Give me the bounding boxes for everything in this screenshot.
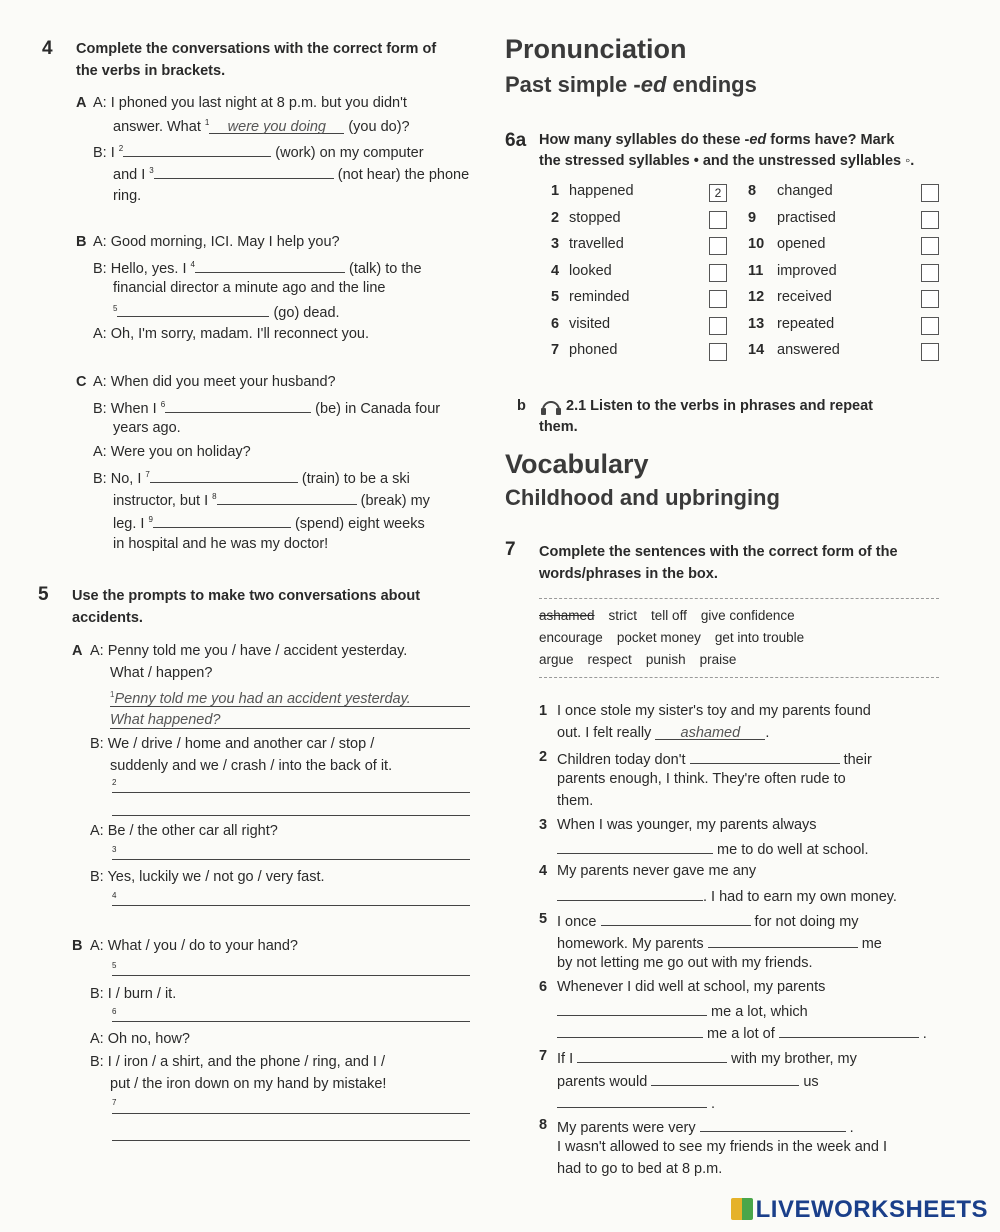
word-box-item: ashamed <box>539 608 595 623</box>
exercise-4-instruction-line1: Complete the conversations with the correct form of <box>76 41 437 57</box>
conversation-b-letter: B <box>76 234 87 250</box>
syllable-answer-box-9[interactable] <box>921 211 939 229</box>
vocabulary-heading: Vocabulary <box>505 449 649 479</box>
ex5-answer-6-line[interactable] <box>112 1021 470 1022</box>
exercise-6a-instruction-line1: How many syllables do these -ed forms have? Mark <box>539 132 895 148</box>
ex4-c-line3: years ago. <box>113 420 181 436</box>
syllable-item-13-number: 13 <box>748 316 765 332</box>
sentence-8-line2: I wasn't allowed to see my friends in the week and I <box>557 1139 887 1155</box>
ex5-answer-2-line1[interactable] <box>112 792 470 793</box>
answer-blank-7[interactable] <box>150 468 298 483</box>
vocab-blank-2[interactable] <box>690 749 840 764</box>
sentence-7-line2: parents would us <box>557 1071 819 1090</box>
vocab-blank-6b[interactable] <box>557 1023 703 1038</box>
liveworksheets-logo[interactable]: LIVEWORKSHEETS <box>731 1196 988 1224</box>
sentence-4-line2: . I had to earn my own money. <box>557 886 897 905</box>
ex5-answer-2-line2[interactable] <box>112 815 470 816</box>
ex4-c-line6: instructor, but I $^8$ (break) my <box>113 490 430 509</box>
exercise-5-instruction-line2: accidents. <box>72 610 143 626</box>
exercise-7-instruction-line1: Complete the sentences with the correct form of the <box>539 544 898 560</box>
ex4-b-line2: B: Hello, yes. I $^4$ (talk) to the <box>93 258 422 277</box>
answer-blank-5[interactable] <box>117 302 269 317</box>
word-box-bottom-border <box>539 677 939 678</box>
ex4-a-line4: and I $^3$ (not hear) the phone <box>113 164 469 183</box>
sentence-8-line3: had to go to bed at 8 p.m. <box>557 1161 723 1177</box>
syllable-item-1-number: 1 <box>551 183 560 199</box>
exercise-4-number: 4 <box>42 38 53 59</box>
syllable-answer-box-11[interactable] <box>921 264 939 282</box>
ex5-a-line2: What / happen? <box>110 665 213 681</box>
vocab-blank-7b[interactable] <box>651 1071 799 1086</box>
syllable-answer-box-8[interactable] <box>921 184 939 202</box>
syllable-item-9-word: practised <box>777 210 836 226</box>
exercise-6b-instruction-line1: 2.1 Listen to the verbs in phrases and repeat <box>566 398 874 414</box>
sentence-7-line1: If I with my brother, my <box>557 1048 857 1067</box>
answer-blank-6[interactable] <box>165 398 311 413</box>
ex5-answer-7-number: 7 <box>112 1098 117 1107</box>
sentence-6-line3: me a lot of . <box>557 1023 927 1042</box>
ex5-answer-7-line1[interactable] <box>112 1113 470 1114</box>
syllable-answer-box-13[interactable] <box>921 317 939 335</box>
sentence-4-line1: My parents never gave me any <box>557 863 757 879</box>
vocab-blank-5a[interactable] <box>601 911 751 926</box>
ex4-c-line4: A: Were you on holiday? <box>93 444 251 460</box>
ex5-answer-4-line[interactable] <box>112 905 470 906</box>
sentence-3-number: 3 <box>539 817 548 833</box>
word-box-item: argue <box>539 652 574 667</box>
ex5-b-b-line2: B: I / iron / a shirt, and the phone / ring, and I / <box>90 1054 386 1070</box>
sentence-3-line1: When I was younger, my parents always <box>557 817 817 833</box>
syllable-item-3-number: 3 <box>551 236 560 252</box>
vocab-blank-7c[interactable] <box>557 1093 707 1108</box>
vocabulary-subheading: Childhood and upbringing <box>505 485 780 510</box>
sentence-6-line2: me a lot, which <box>557 1001 808 1020</box>
vocab-blank-6a[interactable] <box>557 1001 707 1016</box>
pronunciation-heading: Pronunciation <box>505 34 687 64</box>
syllable-item-7-number: 7 <box>551 342 560 358</box>
sentence-5-line3: by not letting me go out with my friends. <box>557 955 813 971</box>
syllable-item-2-word: stopped <box>569 210 621 226</box>
ex5-b-b-line3: put / the iron down on my hand by mistake! <box>110 1076 387 1092</box>
ex5-answer-6-number: 6 <box>112 1007 117 1016</box>
sentence-2-number: 2 <box>539 749 548 765</box>
word-box-top-border <box>539 598 939 599</box>
ex4-c-line2: B: When I $^6$ (be) in Canada four <box>93 398 440 417</box>
ex5-answer-1-line2[interactable]: What happened? <box>110 712 221 728</box>
ex4-a-line3: B: I $^2$ (work) on my computer <box>93 142 424 161</box>
ex5-b-a-line1: A: What / you / do to your hand? <box>90 938 298 954</box>
exercise-6b-letter: b <box>517 398 526 414</box>
syllable-item-11-word: improved <box>777 263 837 279</box>
ex5-conversation-a-letter: A <box>72 643 83 659</box>
syllable-answer-box-4[interactable] <box>709 264 727 282</box>
sentence-3-line2: me to do well at school. <box>557 839 869 858</box>
ex5-a-b-line2: suddenly and we / crash / into the back of it. <box>110 758 393 774</box>
sentence-2-line1: Children today don't their <box>557 749 872 768</box>
syllable-answer-box-14[interactable] <box>921 343 939 361</box>
ex4-c-line8: in hospital and he was my doctor! <box>113 536 329 552</box>
ex5-conversation-b-letter: B <box>72 938 83 954</box>
vocab-blank-1[interactable]: ashamed <box>655 725 765 740</box>
syllable-answer-box-12[interactable] <box>921 290 939 308</box>
word-box-item: get into trouble <box>714 630 805 645</box>
syllable-item-9-number: 9 <box>748 210 757 226</box>
syllable-item-12-word: received <box>777 289 832 305</box>
sentence-4-number: 4 <box>539 863 548 879</box>
syllable-answer-box-1[interactable]: 2 <box>709 184 727 202</box>
ex5-answer-1-underline-1 <box>110 706 470 707</box>
syllable-item-7-word: phoned <box>569 342 618 358</box>
syllable-item-10-word: opened <box>777 236 826 252</box>
liveworksheets-logo-icon <box>731 1198 753 1220</box>
ex5-answer-5-number: 5 <box>112 961 117 970</box>
exercise-6b-instruction-line2: them. <box>539 419 578 435</box>
ex5-answer-3-line[interactable] <box>112 859 470 860</box>
answer-blank-9[interactable] <box>153 513 291 528</box>
exercise-5-number: 5 <box>38 584 49 605</box>
sentence-1-line2: out. I felt really ashamed . <box>557 725 770 741</box>
ex4-b-line4: $^5$ (go) dead. <box>113 302 340 321</box>
syllable-item-11-number: 11 <box>748 263 764 279</box>
vocab-blank-5b[interactable] <box>708 933 858 948</box>
sentence-2-line3: them. <box>557 793 594 809</box>
exercise-4-instruction-line2: the verbs in brackets. <box>76 63 226 79</box>
conversation-a-letter: A <box>76 95 87 111</box>
vocab-blank-4[interactable] <box>557 886 703 901</box>
ex5-answer-1-underline-2 <box>110 728 470 729</box>
sentence-5-line2: homework. My parents me <box>557 933 882 952</box>
answer-blank-8[interactable] <box>217 490 357 505</box>
word-box-box-row3 <box>539 652 750 667</box>
word-box-item: punish <box>645 652 686 667</box>
sentence-1-line1: I once stole my sister's toy and my parents found <box>557 703 871 719</box>
word-box-box-row1 <box>539 608 809 623</box>
conversation-c-letter: C <box>76 374 87 390</box>
ex5-answer-5-line[interactable] <box>112 975 470 976</box>
audio-icon[interactable] <box>539 396 563 420</box>
answer-blank-1[interactable]: were you doing <box>209 119 344 134</box>
vocab-blank-6c[interactable] <box>779 1023 919 1038</box>
sentence-1-number: 1 <box>539 703 548 719</box>
ex5-b-b-line1: B: I / burn / it. <box>90 986 177 1002</box>
sentence-6-number: 6 <box>539 979 548 995</box>
vocab-blank-8[interactable] <box>700 1117 846 1132</box>
syllable-item-5-word: reminded <box>569 289 630 305</box>
exercise-5-instruction-line1: Use the prompts to make two conversations about <box>72 588 421 604</box>
syllable-item-1-word: happened <box>569 183 634 199</box>
word-box-box-row2 <box>539 630 818 645</box>
ex5-a-line1: A: Penny told me you / have / accident yesterday. <box>90 643 408 659</box>
syllable-answer-box-7[interactable] <box>709 343 727 361</box>
ex4-a-line2: answer. What $^1$ were you doing (you do)? <box>113 118 410 135</box>
word-box-item: give confidence <box>700 608 795 623</box>
ex4-c-line7: leg. I $^9$ (spend) eight weeks <box>113 513 425 532</box>
answer-blank-3[interactable] <box>154 164 334 179</box>
ex4-c-line5: B: No, I $^7$ (train) to be a ski <box>93 468 410 487</box>
vocab-blank-7a[interactable] <box>577 1048 727 1063</box>
word-box-item: encourage <box>539 630 603 645</box>
exercise-7-instruction-line2: words/phrases in the box. <box>539 566 718 582</box>
sentence-8-number: 8 <box>539 1117 548 1133</box>
syllable-answer-box-3[interactable] <box>709 237 727 255</box>
ex4-b-line5: A: Oh, I'm sorry, madam. I'll reconnect you. <box>93 326 370 342</box>
syllable-item-8-number: 8 <box>748 183 757 199</box>
syllable-item-4-number: 4 <box>551 263 560 279</box>
syllable-answer-box-6[interactable] <box>709 317 727 335</box>
syllable-item-13-word: repeated <box>777 316 835 332</box>
ex4-c-line1: A: When did you meet your husband? <box>93 374 336 390</box>
syllable-answer-box-2[interactable] <box>709 211 727 229</box>
sentence-7-number: 7 <box>539 1048 548 1064</box>
ex4-b-line3: financial director a minute ago and the line <box>113 280 386 296</box>
exercise-6a-number: 6a <box>505 130 527 151</box>
syllable-item-14-word: answered <box>777 342 840 358</box>
syllable-item-3-word: travelled <box>569 236 624 252</box>
syllable-item-14-number: 14 <box>748 342 765 358</box>
ex5-answer-1-line1[interactable]: $^1$Penny told me you had an accident yesterday. <box>110 690 411 707</box>
word-box-item: strict <box>608 608 638 623</box>
syllable-item-8-word: changed <box>777 183 833 199</box>
syllable-answer-box-5[interactable] <box>709 290 727 308</box>
syllable-item-6-number: 6 <box>551 316 560 332</box>
sentence-6-line1: Whenever I did well at school, my parents <box>557 979 826 995</box>
ex5-answer-7-line2[interactable] <box>112 1140 470 1141</box>
sentence-8-line1: My parents were very . <box>557 1117 854 1136</box>
ex4-a-line5: ring. <box>113 188 142 204</box>
word-box-item: respect <box>587 652 632 667</box>
exercise-6a-instruction-line2: the stressed syllables • and the unstressed syllables ◦. <box>539 153 915 169</box>
syllable-item-6-word: visited <box>569 316 611 332</box>
ex5-answer-4-number: 4 <box>112 891 117 900</box>
syllable-item-10-number: 10 <box>748 236 765 252</box>
syllable-item-4-word: looked <box>569 263 612 279</box>
ex4-b-line1: A: Good morning, ICI. May I help you? <box>93 234 340 250</box>
syllable-item-5-number: 5 <box>551 289 560 305</box>
ex5-a-b-line3: B: Yes, luckily we / not go / very fast. <box>90 869 325 885</box>
sentence-2-line2: parents enough, I think. They're often rude to <box>557 771 846 787</box>
pronunciation-subheading: Past simple -ed endings <box>505 72 757 97</box>
answer-blank-2[interactable] <box>123 142 271 157</box>
ex5-answer-2-number: 2 <box>112 778 117 787</box>
ex5-a-a-line3: A: Be / the other car all right? <box>90 823 278 839</box>
sentence-5-number: 5 <box>539 911 548 927</box>
ex5-answer-3-number: 3 <box>112 845 117 854</box>
word-box-item: tell off <box>651 608 687 623</box>
syllable-item-12-number: 12 <box>748 289 765 305</box>
ex5-b-a-line2: A: Oh no, how? <box>90 1031 190 1047</box>
ex4-a-line1: A: I phoned you last night at 8 p.m. but you didn't <box>93 95 407 111</box>
sentence-7-line3: . <box>557 1093 715 1112</box>
syllable-answer-box-10[interactable] <box>921 237 939 255</box>
word-box-item: pocket money <box>616 630 701 645</box>
sentence-5-line1: I once for not doing my <box>557 911 859 930</box>
answer-blank-4[interactable] <box>195 258 345 273</box>
syllable-item-2-number: 2 <box>551 210 560 226</box>
vocab-blank-3[interactable] <box>557 839 713 854</box>
word-box-item: praise <box>699 652 737 667</box>
ex5-a-b-line1: B: We / drive / home and another car / stop / <box>90 736 375 752</box>
exercise-7-number: 7 <box>505 539 516 560</box>
